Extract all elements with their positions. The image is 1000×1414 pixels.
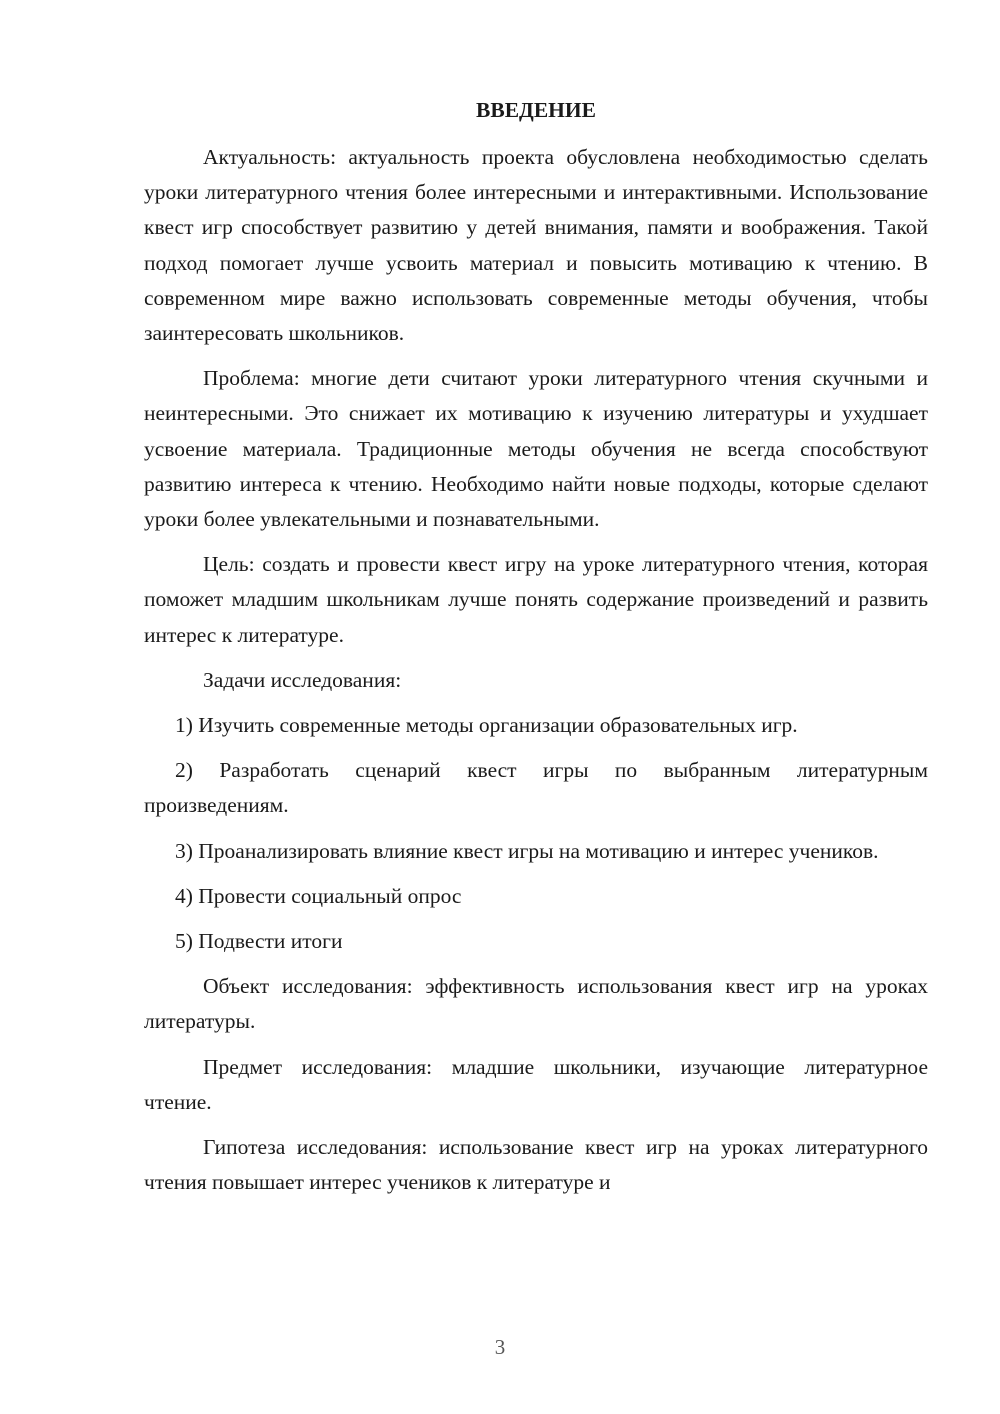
paragraph-goal: Цель: создать и провести квест игру на уроке литературного чтения, которая поможет младшим школьникам лучше понять содержание произведений и развить интерес к литературе.: [144, 552, 928, 647]
task-item-5: 5) Подвести итоги: [175, 929, 343, 954]
tasks-title: Задачи исследования:: [203, 667, 402, 692]
paragraph-relevance: Актуальность: актуальность проекта обусловлена необходимостью сделать уроки литературного чтения более интересными и интерактивными. Использование квест игр способствует развитию у детей внимания, памяти и воображения. Такой подход помогает лучше усвоить материал и повысить мотивацию к чтению. В современном мире важно использовать современные методы обучения, чтобы заинтересовать школьников.: [144, 145, 928, 346]
task-item-4: 4) Провести социальный опрос: [175, 883, 462, 908]
document-page: [144, 92, 928, 1200]
page-number: 3: [494, 1335, 506, 1359]
paragraph-problem: Проблема: многие дети считают уроки литературного чтения скучными и неинтересными. Это снижает их мотивацию к изучению литературы и ухудшает усвоение материала. Традиционные методы обучения не всегда способствуют развитию интереса к чтению. Необходимо найти новые подходы, которые сделают уроки более увлекательными и познавательными.: [144, 366, 928, 532]
task-item-2: 2) Разработать сценарий квест игры по выбранным литературным произведениям.: [144, 758, 928, 818]
paragraph-object: Объект исследования: эффективность использования квест игр на уроках литературы.: [144, 974, 928, 1034]
task-item-1: 1) Изучить современные методы организации образовательных игр.: [175, 713, 798, 738]
paragraph-subject: Предмет исследования: младшие школьники, изучающие литературное чтение.: [144, 1054, 928, 1114]
paragraph-hypothesis: Гипотеза исследования: использование квест игр на уроках литературного чтения повышает интерес учеников к литературе и: [144, 1135, 928, 1195]
page-title: ВВЕДЕНИЕ: [476, 98, 596, 122]
task-item-3: 3) Проанализировать влияние квест игры на мотивацию и интерес учеников.: [175, 838, 879, 863]
